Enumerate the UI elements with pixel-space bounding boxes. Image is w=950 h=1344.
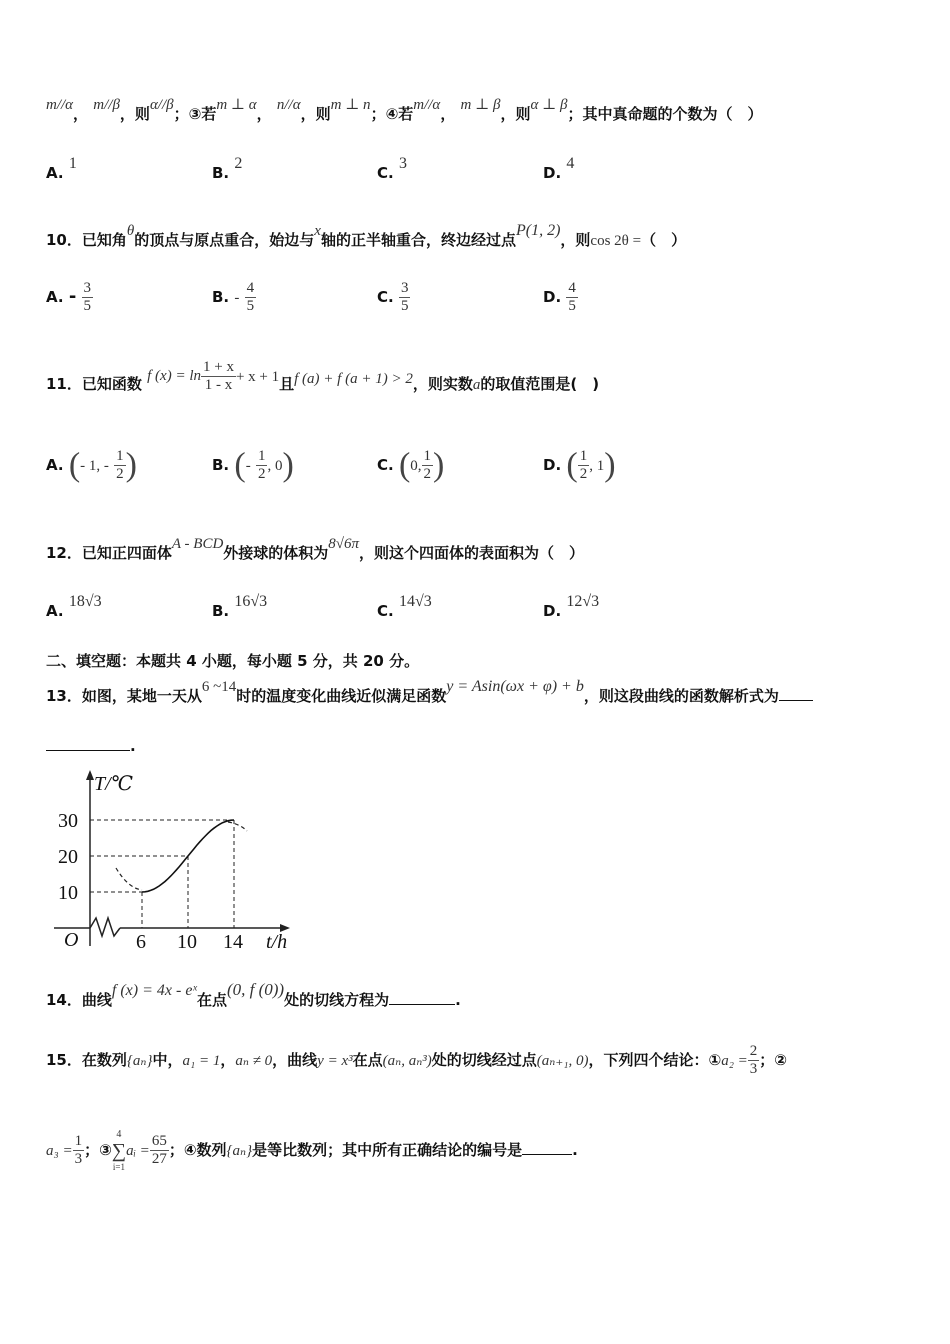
option-text: , 1 xyxy=(589,458,605,474)
option-label: A. xyxy=(46,164,64,182)
math-expr: P(1, 2) xyxy=(515,222,561,239)
option-sign: - xyxy=(68,286,77,307)
text: ；④若 xyxy=(370,105,414,123)
text: ，下列四个结论：① xyxy=(588,1051,722,1069)
q13-line-2 xyxy=(46,736,136,756)
q12-option-a xyxy=(46,593,102,621)
text: ，则 xyxy=(560,231,591,249)
math-expr: a₁ = 1 xyxy=(182,1053,221,1069)
q14-line xyxy=(46,980,461,1011)
math-expr: f (a) + f (a + 1) > 2 xyxy=(294,371,413,387)
text: ， xyxy=(220,1051,236,1069)
text: 已知正四面体 xyxy=(81,544,172,562)
text: . xyxy=(130,737,136,755)
option-fraction xyxy=(114,448,126,483)
option-label: C. xyxy=(377,164,394,182)
curve-left-extension xyxy=(116,868,142,890)
sum-sign: ∑ xyxy=(111,1139,127,1162)
math-expr: m//α xyxy=(413,97,441,113)
answer-blank-continued[interactable] xyxy=(46,736,130,751)
denominator: 5 xyxy=(568,298,576,314)
math-expr: y = Asin(ωx + φ) + b xyxy=(446,678,584,695)
text: ；④数列 xyxy=(168,1141,227,1159)
math-expr: m ⊥ β xyxy=(460,97,501,113)
question-number: 12． xyxy=(46,544,82,562)
x-tick-labels xyxy=(136,931,243,953)
option-label: A. xyxy=(46,288,64,306)
q10-option-b xyxy=(212,280,256,315)
text: 已知角 xyxy=(81,231,127,249)
q10-option-c xyxy=(377,280,410,315)
option-fraction xyxy=(578,448,590,483)
math-fraction xyxy=(73,1133,85,1168)
right-paren: ) xyxy=(433,446,445,484)
option-label: D. xyxy=(543,288,562,306)
math-expr: a xyxy=(472,377,481,393)
option-sign: - xyxy=(234,290,240,306)
option-label: A. xyxy=(46,602,64,620)
math-expr: + x + 1 xyxy=(235,369,280,385)
left-paren: ( xyxy=(68,446,81,484)
denominator: 3 xyxy=(749,1061,758,1077)
option-label: C. xyxy=(377,602,394,620)
math-expr: y = x³ xyxy=(317,1053,353,1069)
q11-option-a xyxy=(46,448,137,483)
option-label: D. xyxy=(543,602,562,620)
chart-axes xyxy=(54,770,290,946)
q12-option-b xyxy=(212,593,268,621)
option-label: D. xyxy=(543,164,562,182)
sum-lower: i=1 xyxy=(112,1161,125,1172)
option-fraction xyxy=(399,280,411,315)
answer-blank[interactable] xyxy=(779,686,813,701)
math-expr: aₙ ≠ 0 xyxy=(235,1053,273,1069)
text: ，则 xyxy=(119,105,150,123)
math-expr: (0, f (0)) xyxy=(226,980,285,999)
text: 时的温度变化曲线近似满足函数 xyxy=(236,687,447,705)
text: 的顶点与原点重合，始边与 xyxy=(134,231,315,249)
numerator: 1 xyxy=(116,448,124,464)
math-expr: θ xyxy=(126,223,135,239)
option-label: C. xyxy=(377,456,394,474)
numerator: 2 xyxy=(749,1043,758,1059)
math-expr: a₂ = xyxy=(721,1053,748,1069)
text: 如图，某地一天从 xyxy=(81,687,202,705)
option-value: 14√3 xyxy=(398,593,432,610)
section-heading: 二、填空题：本题共 4 小题，每小题 5 分，共 20 分。 xyxy=(46,652,420,670)
option-value: 1 xyxy=(68,155,77,172)
dashed-guides xyxy=(90,820,234,928)
text: ；其中真命题的个数为（ ） xyxy=(567,105,763,123)
denominator: 2 xyxy=(116,466,124,482)
option-fraction xyxy=(245,280,257,315)
option-label: A. xyxy=(46,456,64,474)
question-number: 13． xyxy=(46,687,82,705)
text: 已知函数 xyxy=(81,375,142,393)
answer-blank[interactable] xyxy=(389,990,455,1005)
option-value: 2 xyxy=(234,155,243,172)
text: 在数列 xyxy=(81,1051,127,1069)
q10-line xyxy=(46,222,687,251)
x-tick-label: 10 xyxy=(177,931,197,953)
temperature-chart xyxy=(50,768,310,956)
question-number: 11． xyxy=(46,375,82,393)
text: ，则 xyxy=(300,105,331,123)
q10-option-d xyxy=(543,280,578,315)
text: （ ） xyxy=(641,231,687,249)
math-expr: A - BCD xyxy=(171,536,224,552)
option-label: C. xyxy=(377,288,394,306)
text: ，则实数 xyxy=(412,375,473,393)
math-expr: m ⊥ n xyxy=(330,97,371,113)
text: ；③若 xyxy=(173,105,217,123)
numerator: 1 + x xyxy=(202,359,234,375)
text: ，曲线 xyxy=(272,1051,318,1069)
math-expr: m//β xyxy=(93,97,120,113)
denominator: 5 xyxy=(83,298,92,314)
denominator: 2 xyxy=(423,466,432,482)
q10-option-a xyxy=(46,280,93,315)
q9-option-a xyxy=(46,155,77,183)
denominator: 3 xyxy=(74,1151,83,1167)
option-fraction xyxy=(566,280,578,315)
math-expr: m ⊥ α xyxy=(216,97,257,113)
text: 外接球的体积为 xyxy=(223,544,329,562)
denominator: 5 xyxy=(246,298,255,314)
x-tick-label: 14 xyxy=(223,931,243,953)
text: 处的切线经过点 xyxy=(431,1051,537,1069)
math-expr: (aₙ, aₙ³) xyxy=(382,1053,432,1069)
sum-symbol xyxy=(112,1129,126,1173)
q9-option-c xyxy=(377,155,407,183)
option-value: 18√3 xyxy=(68,593,102,610)
right-paren: ) xyxy=(125,446,137,484)
numerator: 1 xyxy=(579,448,588,464)
option-value: 12√3 xyxy=(566,593,600,610)
text: 在点 xyxy=(352,1051,383,1069)
math-expr: aᵢ = xyxy=(126,1143,150,1159)
question-number: 10． xyxy=(46,231,82,249)
numerator: 1 xyxy=(257,448,266,464)
numerator: 3 xyxy=(400,280,409,296)
q9-option-b xyxy=(212,155,243,183)
text: 轴的正半轴重合，终边经过点 xyxy=(320,231,516,249)
y-tick-label: 20 xyxy=(58,846,78,868)
numerator: 4 xyxy=(246,280,255,296)
numerator: 4 xyxy=(568,280,576,296)
text: 的取值范围是( ) xyxy=(480,375,600,393)
q15-line xyxy=(46,1042,787,1079)
option-text: 0, xyxy=(410,458,422,474)
math-fraction xyxy=(150,1133,169,1168)
axis-break xyxy=(90,918,120,936)
q12-line xyxy=(46,536,585,564)
q15-line-2 xyxy=(46,1128,578,1173)
math-expr: {aₙ} xyxy=(226,1143,253,1159)
math-expr: 6 ~14 xyxy=(201,679,237,695)
answer-blank[interactable] xyxy=(522,1140,572,1155)
text: ，则这段曲线的函数解析式为 xyxy=(583,687,779,705)
text: 是等比数列；其中所有正确结论的编号是 xyxy=(252,1141,523,1159)
option-label: B. xyxy=(212,164,230,182)
math-expr: m//α xyxy=(46,97,74,113)
left-paren: ( xyxy=(398,446,411,484)
right-paren: ) xyxy=(282,446,294,484)
math-expr: (aₙ₊₁, 0) xyxy=(536,1053,589,1069)
y-tick-labels xyxy=(58,810,78,904)
option-text: , 0 xyxy=(267,458,283,474)
option-value: 16√3 xyxy=(234,593,268,610)
denominator: 5 xyxy=(400,298,409,314)
question-number: 14． xyxy=(46,991,82,1009)
option-text: - xyxy=(245,458,251,474)
text: ；③ xyxy=(84,1141,112,1159)
origin-label: O xyxy=(64,929,79,951)
text: ，则这个四面体的表面积为（ ） xyxy=(359,544,585,562)
math-expr: x xyxy=(314,223,321,239)
math-expr: f (x) = 4x - eˣ xyxy=(111,982,197,999)
x-tick-label: 6 xyxy=(136,931,146,953)
q11-line xyxy=(46,359,600,405)
text: ；② xyxy=(759,1051,787,1069)
text: 处的切线方程为 xyxy=(284,991,390,1009)
math-fraction xyxy=(201,359,236,394)
text: . xyxy=(572,1141,578,1159)
math-expr: {aₙ} xyxy=(126,1053,153,1069)
option-label: D. xyxy=(543,456,562,474)
math-expr: cos 2θ = xyxy=(590,233,642,249)
q13-line xyxy=(46,678,813,707)
math-expr: a₃ = xyxy=(46,1143,73,1159)
q11-option-b xyxy=(212,448,294,483)
text: 曲线 xyxy=(81,991,112,1009)
text: 中， xyxy=(152,1051,183,1069)
option-label: B. xyxy=(212,288,230,306)
q9-line: m//α， m//β，则α//β；③若m ⊥ α， n//α，则m ⊥ n；④若m//α， m ⊥ β，则α ⊥ β；其中真命题的个数为（ ） xyxy=(46,97,763,123)
option-label: B. xyxy=(212,602,230,620)
q11-option-c xyxy=(377,448,444,483)
text: 且 xyxy=(279,375,295,393)
denominator: 1 - x xyxy=(204,377,233,393)
option-fraction xyxy=(82,280,94,315)
y-axis-arrow xyxy=(86,770,94,780)
curve-right-extension xyxy=(228,822,247,831)
option-fraction xyxy=(422,448,434,483)
q12-option-c xyxy=(377,593,432,621)
y-axis-label: T/℃ xyxy=(94,773,134,795)
text: . xyxy=(455,991,461,1009)
numerator: 65 xyxy=(151,1133,167,1149)
left-paren: ( xyxy=(566,446,578,484)
text: 在点 xyxy=(196,991,227,1009)
denominator: 2 xyxy=(579,466,588,482)
option-value: 4 xyxy=(566,155,575,172)
q11-option-d xyxy=(543,448,616,483)
left-paren: ( xyxy=(234,446,246,484)
numerator: 1 xyxy=(423,448,432,464)
denominator: 27 xyxy=(151,1151,167,1167)
denominator: 2 xyxy=(257,466,266,482)
q12-option-d xyxy=(543,593,600,621)
question-number: 15． xyxy=(46,1051,82,1069)
right-paren: ) xyxy=(604,446,616,484)
q9-option-d xyxy=(543,155,575,183)
math-fraction xyxy=(748,1043,760,1078)
option-value: 3 xyxy=(398,155,407,172)
math-expr: α//β xyxy=(149,97,174,113)
option-label: B. xyxy=(212,456,230,474)
math-expr: 8√6π xyxy=(328,536,360,552)
y-tick-label: 10 xyxy=(58,882,78,904)
y-tick-label: 30 xyxy=(58,810,78,832)
text: ，则 xyxy=(500,105,531,123)
option-fraction xyxy=(256,448,268,483)
x-axis-label: t/h xyxy=(266,931,288,953)
numerator: 3 xyxy=(83,280,92,296)
math-expr: n//α xyxy=(276,97,301,113)
numerator: 1 xyxy=(74,1133,83,1149)
math-expr: α ⊥ β xyxy=(530,97,568,113)
math-expr: f (x) = ln xyxy=(147,368,201,384)
option-text: - 1, - xyxy=(80,458,109,474)
sum-upper: 4 xyxy=(116,1128,122,1140)
